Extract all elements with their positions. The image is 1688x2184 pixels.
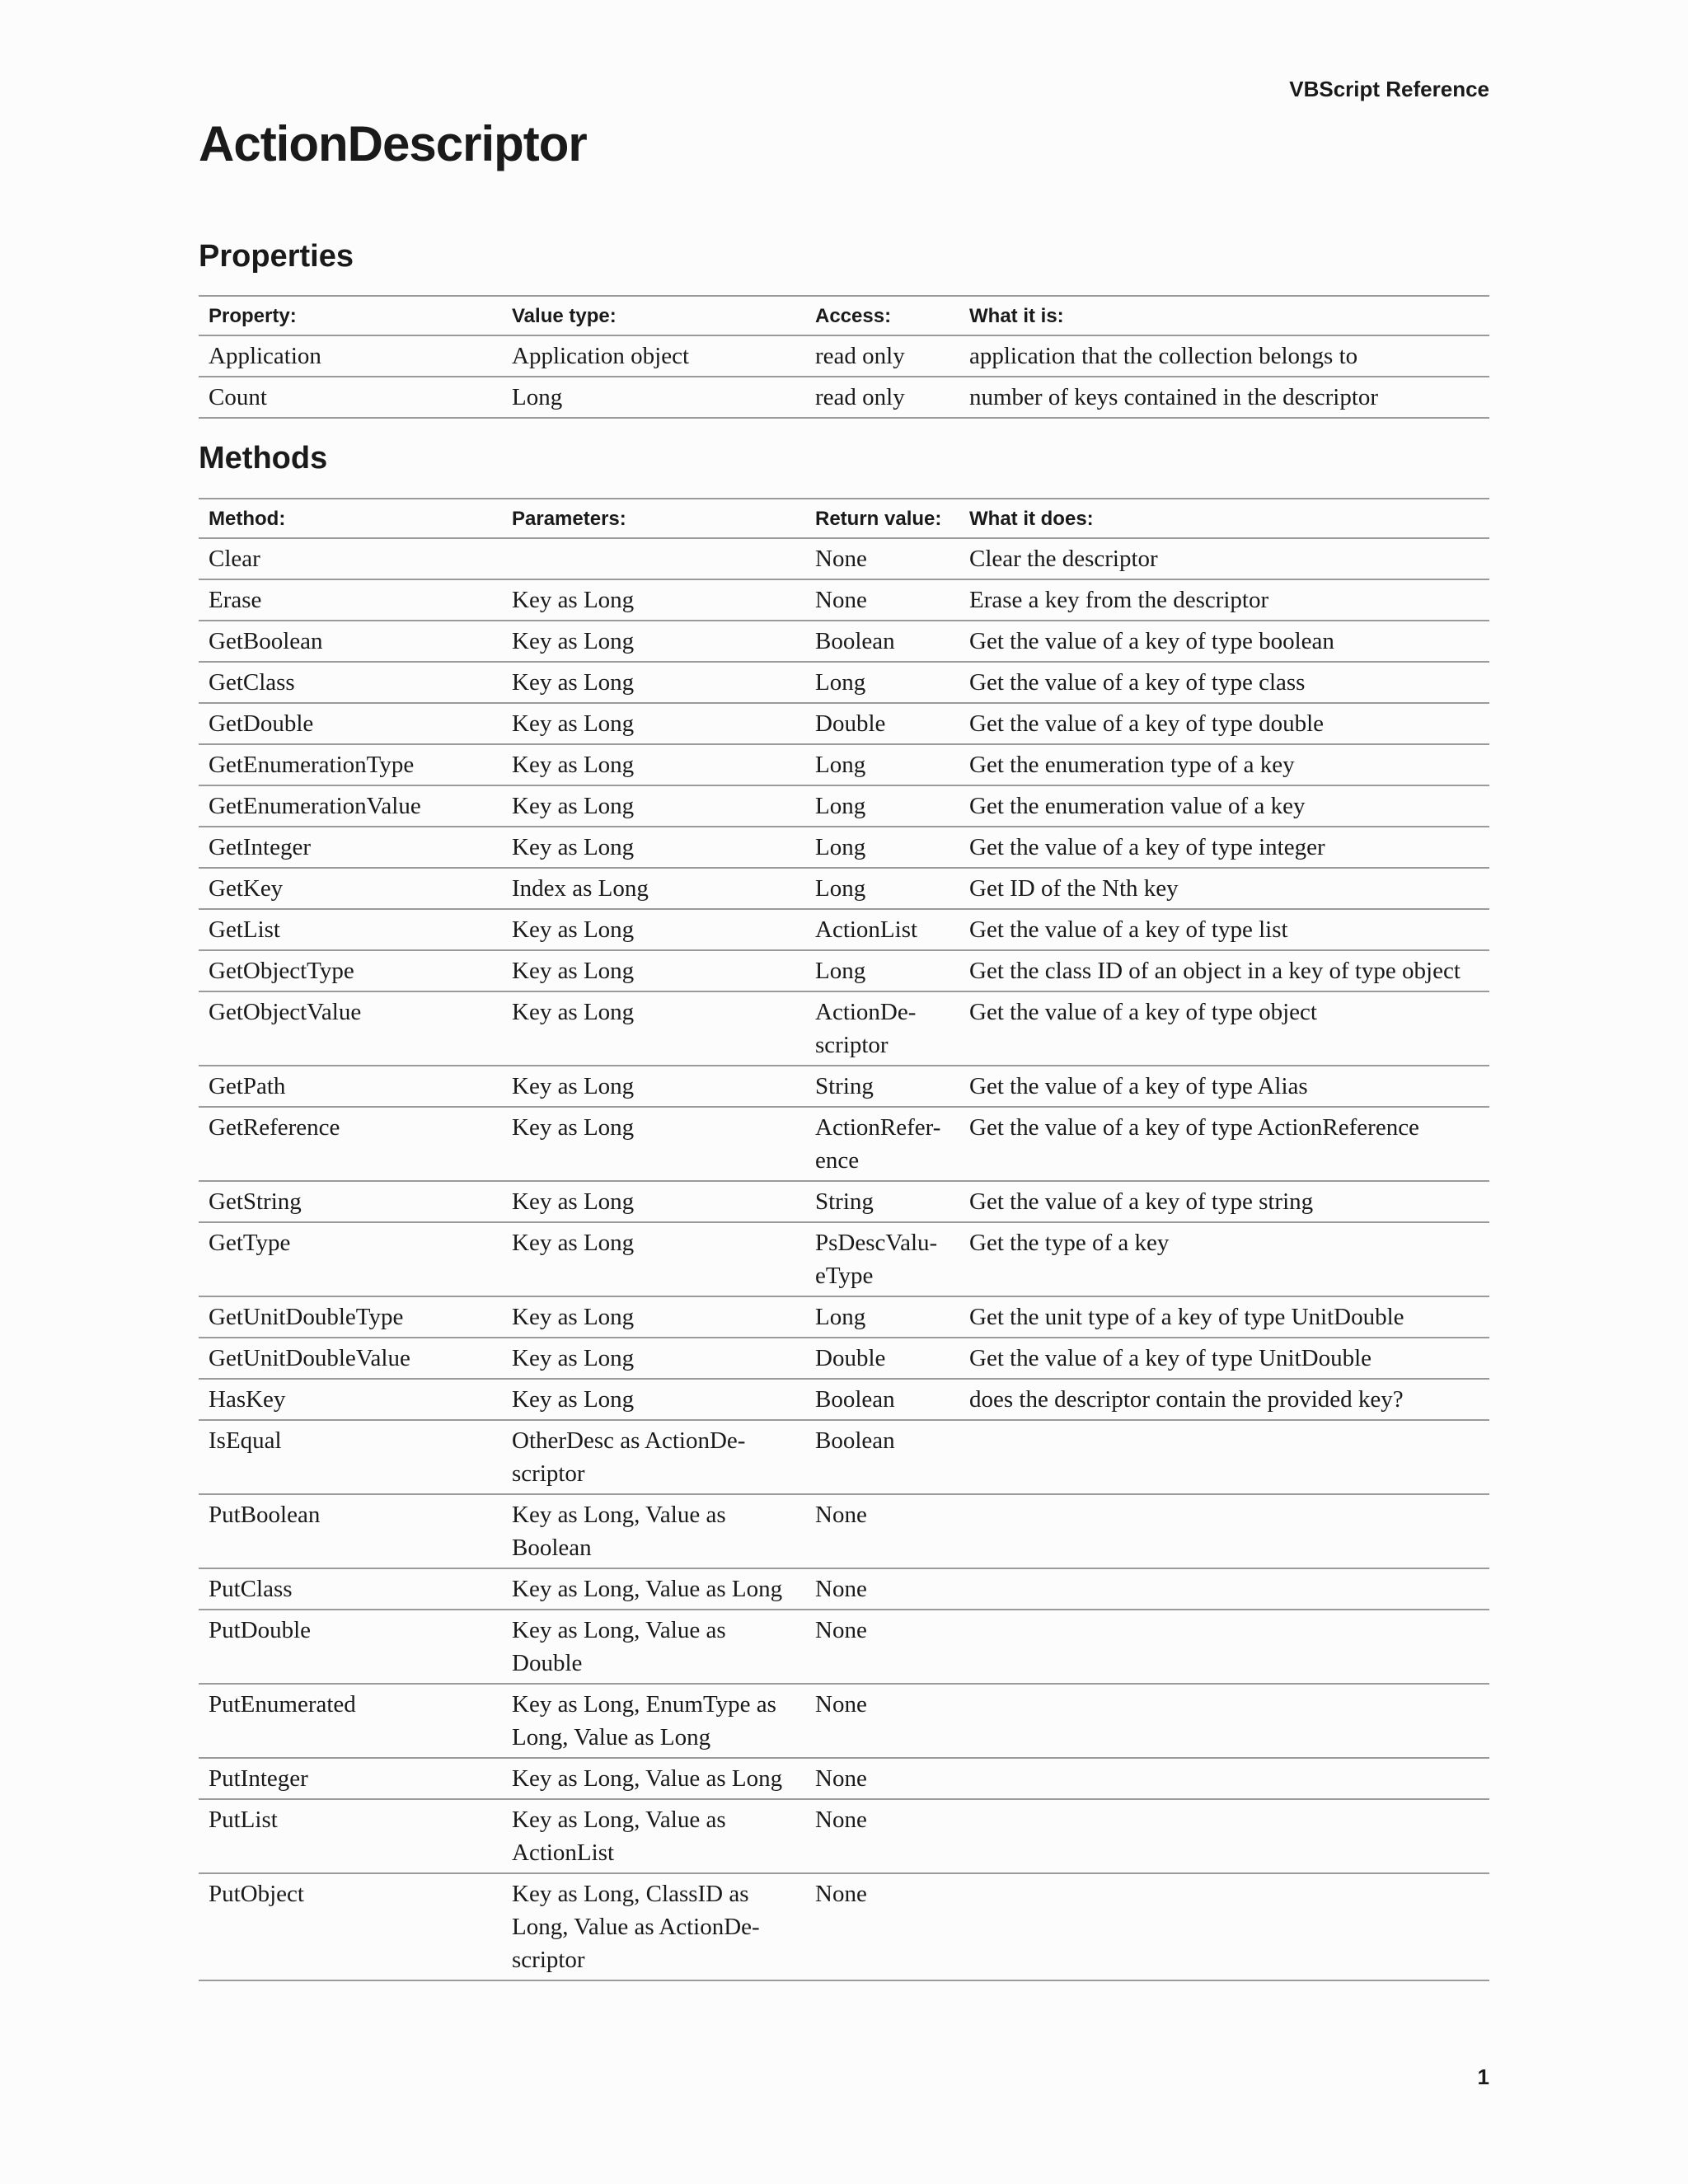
method-name-cell: PutInteger xyxy=(199,1758,502,1799)
method-name-cell: HasKey xyxy=(199,1379,502,1420)
parameters-cell: Key as Long xyxy=(502,950,805,991)
parameters-cell: Key as Long xyxy=(502,1222,805,1296)
method-name-cell: Clear xyxy=(199,538,502,579)
table-row xyxy=(199,1420,1489,1494)
table-row xyxy=(199,1296,1489,1338)
return-value-cell: String xyxy=(805,1181,959,1222)
method-name-cell: PutDouble xyxy=(199,1610,502,1684)
return-value-cell: Boolean xyxy=(805,621,959,662)
method-name-cell: GetUnitDoubleType xyxy=(199,1296,502,1338)
description-cell: Get the unit type of a key of type UnitDouble xyxy=(959,1296,1489,1338)
table-row xyxy=(199,909,1489,950)
table-row xyxy=(199,827,1489,868)
description-cell: Clear the descriptor xyxy=(959,538,1489,579)
method-name-cell: GetString xyxy=(199,1181,502,1222)
description-cell: Get the value of a key of type integer xyxy=(959,827,1489,868)
description-cell xyxy=(959,1758,1489,1799)
description-cell xyxy=(959,1494,1489,1568)
return-value-cell: Double xyxy=(805,703,959,744)
description-cell: Get the class ID of an object in a key of type object xyxy=(959,950,1489,991)
parameters-cell: Key as Long, Value as Long xyxy=(502,1758,805,1799)
table-row xyxy=(199,785,1489,827)
parameters-cell: Key as Long, Value as ActionList xyxy=(502,1799,805,1873)
table-row xyxy=(199,1066,1489,1107)
description-cell xyxy=(959,1799,1489,1873)
value-type-cell: Long xyxy=(502,377,805,418)
table-row xyxy=(199,1684,1489,1758)
column-header-property: Property: xyxy=(199,296,502,335)
return-value-cell: Long xyxy=(805,744,959,785)
return-value-cell: Long xyxy=(805,662,959,703)
table-row xyxy=(199,1379,1489,1420)
method-name-cell: GetUnitDoubleValue xyxy=(199,1338,502,1379)
parameters-cell: Key as Long xyxy=(502,621,805,662)
parameters-cell: Key as Long xyxy=(502,1181,805,1222)
parameters-cell: Key as Long xyxy=(502,785,805,827)
properties-heading: Properties xyxy=(199,239,354,274)
method-name-cell: GetEnumerationValue xyxy=(199,785,502,827)
description-cell: Get ID of the Nth key xyxy=(959,868,1489,909)
column-header-value-type: Value type: xyxy=(502,296,805,335)
description-cell: Get the value of a key of type list xyxy=(959,909,1489,950)
method-name-cell: GetClass xyxy=(199,662,502,703)
description-cell: Get the value of a key of type string xyxy=(959,1181,1489,1222)
parameters-cell: Key as Long, ClassID as Long, Value as ActionDe-scriptor xyxy=(502,1873,805,1980)
return-value-cell: None xyxy=(805,1758,959,1799)
column-header-return-value: Return value: xyxy=(805,499,959,538)
table-row xyxy=(199,744,1489,785)
return-value-cell: Long xyxy=(805,785,959,827)
return-value-cell: None xyxy=(805,1799,959,1873)
parameters-cell: Key as Long, Value as Double xyxy=(502,1610,805,1684)
table-row xyxy=(199,868,1489,909)
column-header-method: Method: xyxy=(199,499,502,538)
table-row xyxy=(199,335,1489,377)
parameters-cell: Key as Long, Value as Boolean xyxy=(502,1494,805,1568)
table-row xyxy=(199,377,1489,418)
table-row xyxy=(199,1568,1489,1610)
parameters-cell: Key as Long xyxy=(502,991,805,1066)
return-value-cell: None xyxy=(805,1610,959,1684)
return-value-cell: None xyxy=(805,579,959,621)
description-cell: Get the enumeration value of a key xyxy=(959,785,1489,827)
description-cell: application that the collection belongs to xyxy=(959,335,1489,377)
return-value-cell: Long xyxy=(805,1296,959,1338)
return-value-cell: Boolean xyxy=(805,1420,959,1494)
value-type-cell: Application object xyxy=(502,335,805,377)
return-value-cell: Long xyxy=(805,950,959,991)
parameters-cell: Index as Long xyxy=(502,868,805,909)
return-value-cell: ActionDe-scriptor xyxy=(805,991,959,1066)
access-cell: read only xyxy=(805,377,959,418)
property-name-cell: Count xyxy=(199,377,502,418)
return-value-cell: None xyxy=(805,1494,959,1568)
parameters-cell xyxy=(502,538,805,579)
description-cell: number of keys contained in the descriptor xyxy=(959,377,1489,418)
parameters-cell: Key as Long xyxy=(502,827,805,868)
return-value-cell: String xyxy=(805,1066,959,1107)
method-name-cell: GetEnumerationType xyxy=(199,744,502,785)
parameters-cell: Key as Long xyxy=(502,1296,805,1338)
method-name-cell: IsEqual xyxy=(199,1420,502,1494)
method-name-cell: GetBoolean xyxy=(199,621,502,662)
column-header-parameters: Parameters: xyxy=(502,499,805,538)
return-value-cell: Boolean xyxy=(805,1379,959,1420)
description-cell: Get the value of a key of type boolean xyxy=(959,621,1489,662)
method-name-cell: PutClass xyxy=(199,1568,502,1610)
parameters-cell: Key as Long, EnumType as Long, Value as Long xyxy=(502,1684,805,1758)
table-row xyxy=(199,1222,1489,1296)
return-value-cell: ActionRefer-ence xyxy=(805,1107,959,1181)
parameters-cell: OtherDesc as ActionDe-scriptor xyxy=(502,1420,805,1494)
column-header-access: Access: xyxy=(805,296,959,335)
parameters-cell: Key as Long xyxy=(502,909,805,950)
table-row xyxy=(199,579,1489,621)
method-name-cell: GetPath xyxy=(199,1066,502,1107)
description-cell: Get the enumeration type of a key xyxy=(959,744,1489,785)
return-value-cell: ActionList xyxy=(805,909,959,950)
return-value-cell: Double xyxy=(805,1338,959,1379)
parameters-cell: Key as Long xyxy=(502,579,805,621)
description-cell: Get the value of a key of type ActionReference xyxy=(959,1107,1489,1181)
properties-header-row xyxy=(199,296,1489,335)
methods-table xyxy=(199,498,1489,1981)
method-name-cell: GetDouble xyxy=(199,703,502,744)
description-cell xyxy=(959,1568,1489,1610)
column-header-what-it-does: What it does: xyxy=(959,499,1489,538)
table-row xyxy=(199,1758,1489,1799)
methods-header-row xyxy=(199,499,1489,538)
method-name-cell: GetObjectValue xyxy=(199,991,502,1066)
properties-table xyxy=(199,295,1489,419)
description-cell: Get the value of a key of type Alias xyxy=(959,1066,1489,1107)
method-name-cell: GetList xyxy=(199,909,502,950)
parameters-cell: Key as Long xyxy=(502,1379,805,1420)
table-row xyxy=(199,1610,1489,1684)
running-head: VBScript Reference xyxy=(1289,77,1489,101)
property-name-cell: Application xyxy=(199,335,502,377)
method-name-cell: PutEnumerated xyxy=(199,1684,502,1758)
description-cell: Get the value of a key of type class xyxy=(959,662,1489,703)
return-value-cell: None xyxy=(805,1873,959,1980)
methods-heading: Methods xyxy=(199,441,328,476)
method-name-cell: GetReference xyxy=(199,1107,502,1181)
description-cell: Get the value of a key of type object xyxy=(959,991,1489,1066)
table-row xyxy=(199,1494,1489,1568)
table-row xyxy=(199,538,1489,579)
table-row xyxy=(199,1873,1489,1980)
parameters-cell: Key as Long xyxy=(502,1066,805,1107)
return-value-cell: None xyxy=(805,1568,959,1610)
description-cell: does the descriptor contain the provided key? xyxy=(959,1379,1489,1420)
table-row xyxy=(199,662,1489,703)
return-value-cell: Long xyxy=(805,868,959,909)
description-cell: Get the value of a key of type double xyxy=(959,703,1489,744)
description-cell xyxy=(959,1684,1489,1758)
parameters-cell: Key as Long xyxy=(502,1338,805,1379)
page-title: ActionDescriptor xyxy=(199,116,587,171)
methods-table-body xyxy=(199,538,1489,1980)
table-row xyxy=(199,1338,1489,1379)
column-header-what-it-is: What it is: xyxy=(959,296,1489,335)
access-cell: read only xyxy=(805,335,959,377)
parameters-cell: Key as Long xyxy=(502,744,805,785)
page-number: 1 xyxy=(1477,2064,1489,2089)
parameters-cell: Key as Long xyxy=(502,703,805,744)
table-row xyxy=(199,621,1489,662)
table-row xyxy=(199,991,1489,1066)
parameters-cell: Key as Long, Value as Long xyxy=(502,1568,805,1610)
method-name-cell: PutList xyxy=(199,1799,502,1873)
method-name-cell: GetInteger xyxy=(199,827,502,868)
return-value-cell: None xyxy=(805,1684,959,1758)
description-cell xyxy=(959,1610,1489,1684)
return-value-cell: PsDescValu-eType xyxy=(805,1222,959,1296)
method-name-cell: PutObject xyxy=(199,1873,502,1980)
method-name-cell: GetObjectType xyxy=(199,950,502,991)
description-cell: Erase a key from the descriptor xyxy=(959,579,1489,621)
parameters-cell: Key as Long xyxy=(502,1107,805,1181)
properties-table-body xyxy=(199,335,1489,418)
method-name-cell: Erase xyxy=(199,579,502,621)
table-row xyxy=(199,950,1489,991)
method-name-cell: PutBoolean xyxy=(199,1494,502,1568)
parameters-cell: Key as Long xyxy=(502,662,805,703)
description-cell xyxy=(959,1420,1489,1494)
return-value-cell: None xyxy=(805,538,959,579)
method-name-cell: GetType xyxy=(199,1222,502,1296)
description-cell: Get the value of a key of type UnitDouble xyxy=(959,1338,1489,1379)
method-name-cell: GetKey xyxy=(199,868,502,909)
description-cell: Get the type of a key xyxy=(959,1222,1489,1296)
table-row xyxy=(199,1799,1489,1873)
description-cell xyxy=(959,1873,1489,1980)
table-row xyxy=(199,703,1489,744)
table-row xyxy=(199,1107,1489,1181)
return-value-cell: Long xyxy=(805,827,959,868)
table-row xyxy=(199,1181,1489,1222)
